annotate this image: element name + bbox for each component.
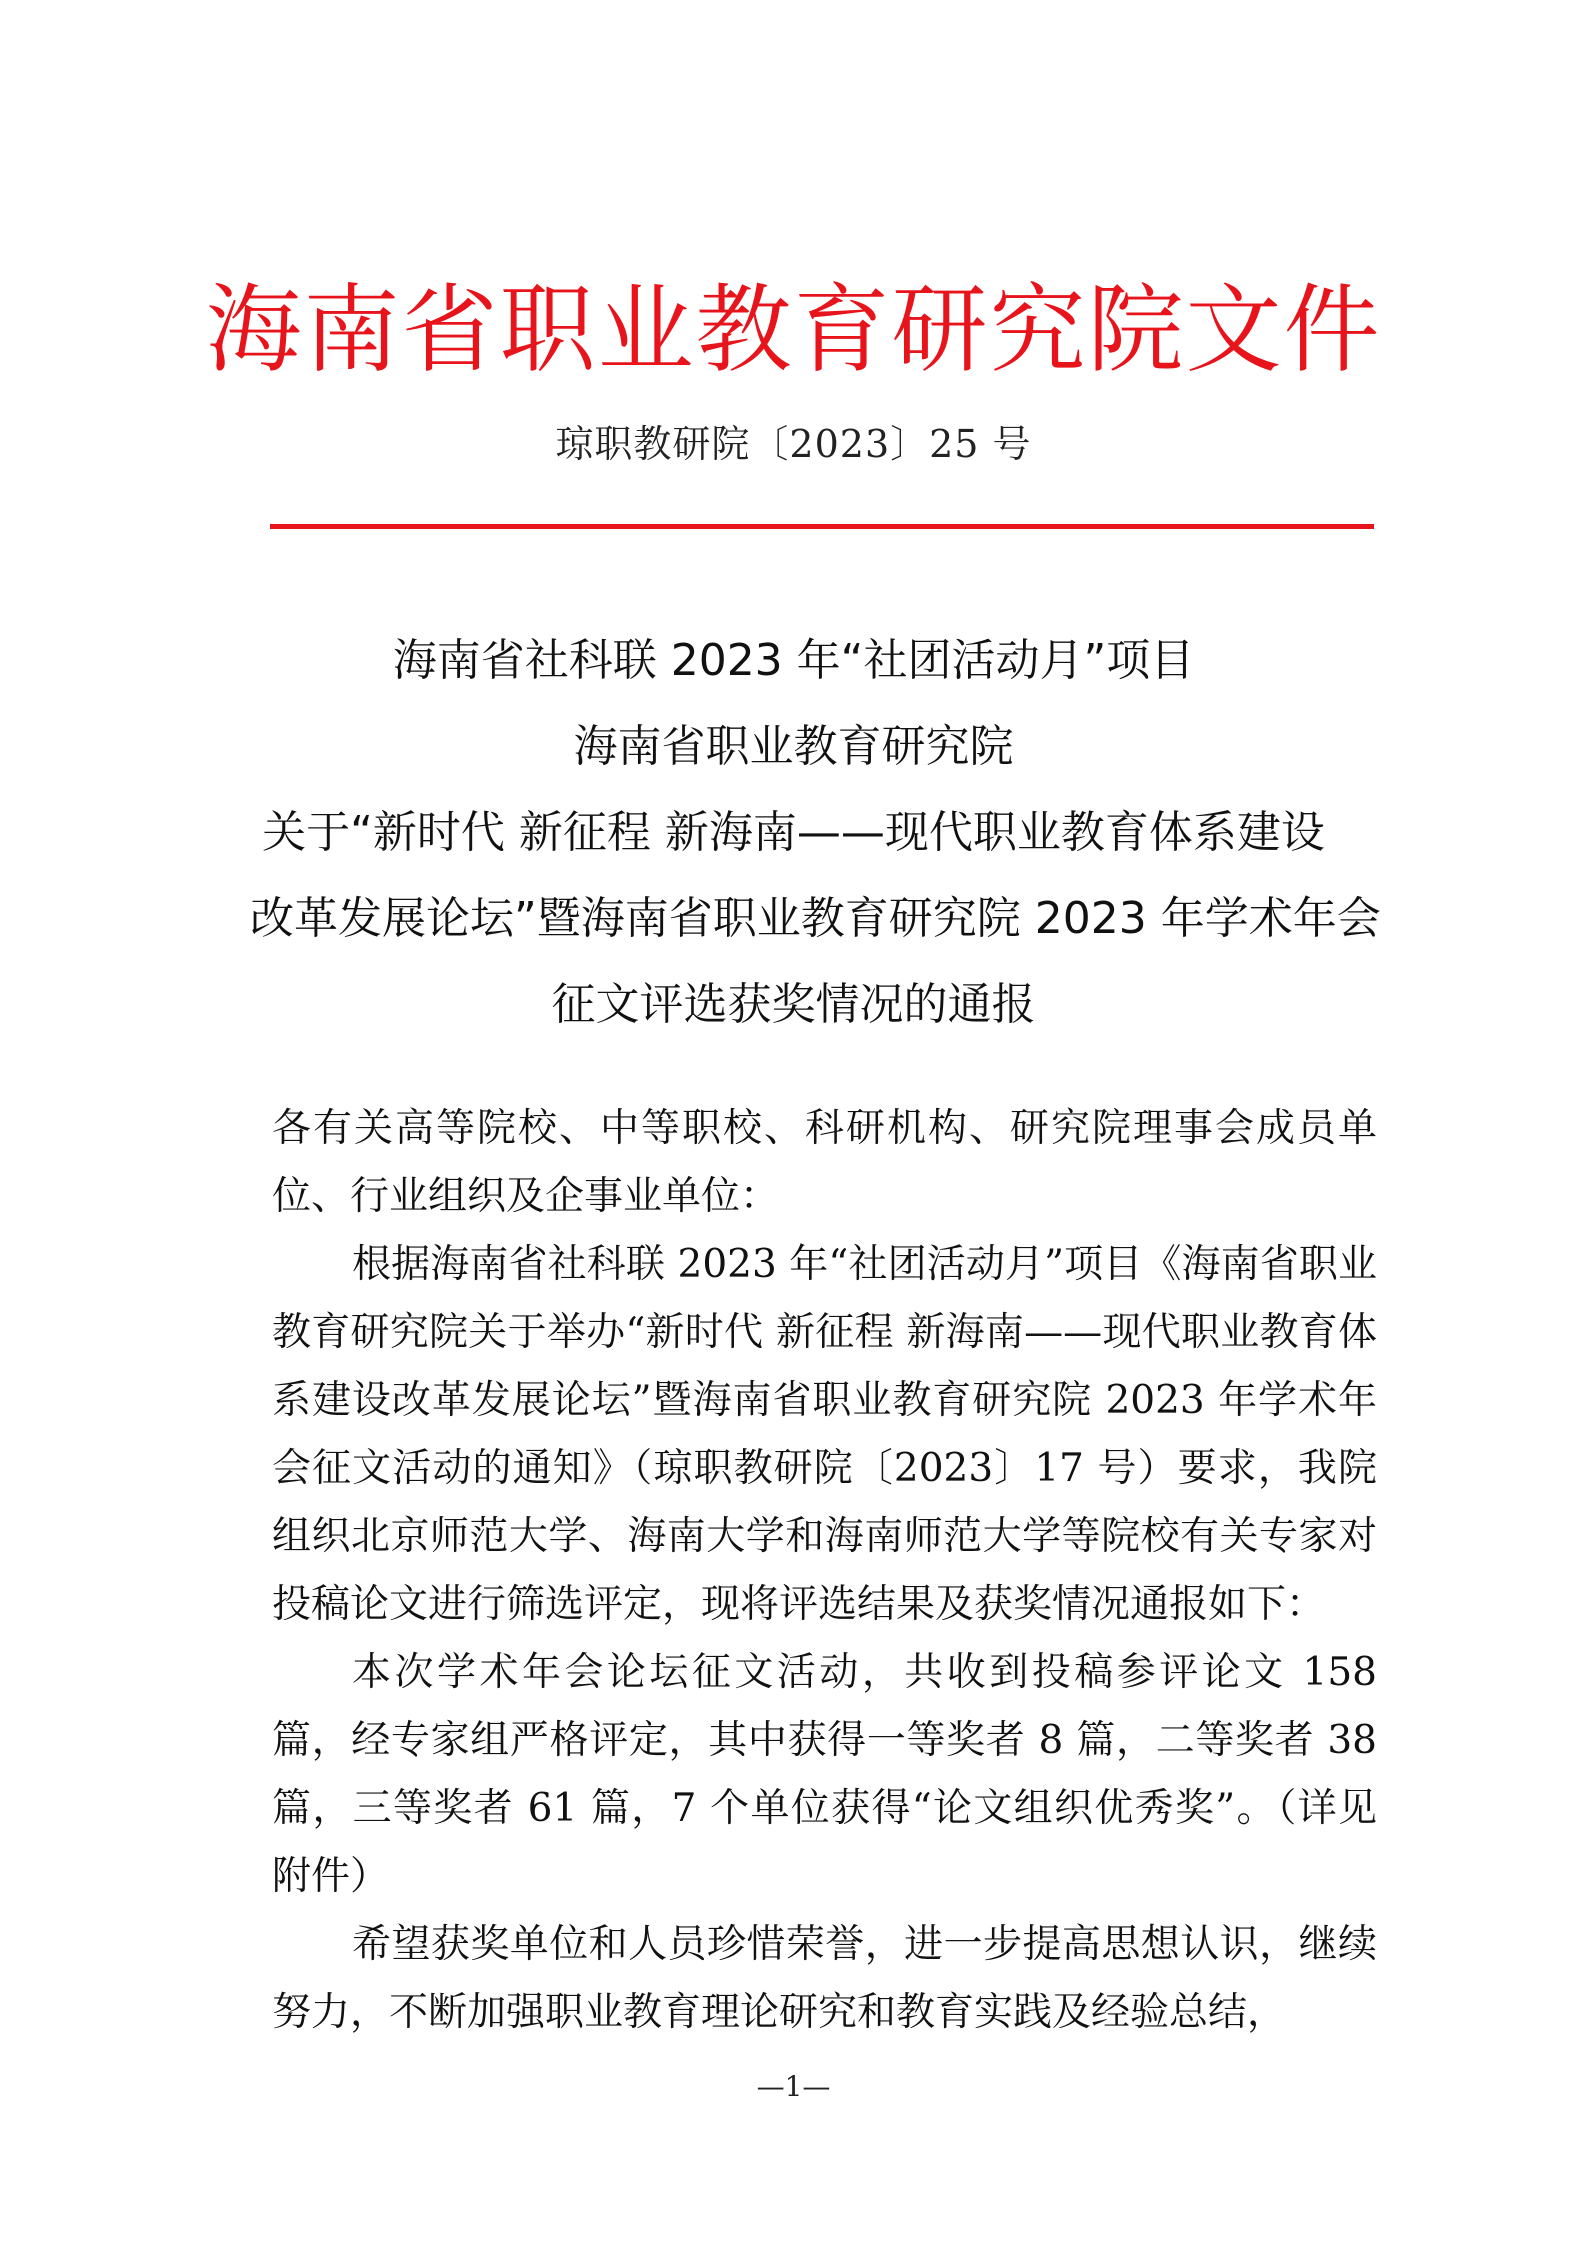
notice-headline — [250, 618, 1381, 1048]
headline-line: 海南省社科联 2023 年“社团活动月”项目 — [392, 635, 1195, 686]
headline-line: 征文评选获奖情况的通报 — [551, 979, 1036, 1030]
headline-line: 关于“新时代 新征程 新海南——现代职业教育体系建设 — [262, 807, 1325, 858]
red-divider-rule — [270, 524, 1374, 529]
org-title: 海南省职业教育研究院文件 — [205, 274, 1382, 386]
page-number: —1— — [756, 2070, 831, 2103]
body-paragraph: 本次学术年会论坛征文活动，共收到投稿参评论文 158 篇，经专家组严格评定，其中获得一等奖者 8 篇，二等奖者 38 篇，三等奖者 61 篇，7 个单位获得“论文组织优秀奖”。（详见附件） — [272, 1650, 1377, 1899]
document-number: 琼职教研院〔2023〕25 号 — [555, 422, 1032, 466]
notice-body — [272, 1095, 1377, 2047]
body-paragraph: 根据海南省社科联 2023 年“社团活动月”项目《海南省职业教育研究院关于举办“新时代 新征程 新海南——现代职业教育体系建设改革发展论坛”暨海南省职业教育研究院 2023 年学术年会征文活动的通知》（琼职教研院〔2023〕17 号）要求，我院组织北京师范大学、海南大学和海南师范大学等院校有关专家对投稿论文进行筛选评定，现将评选结果及获奖情况通报如下： — [272, 1242, 1377, 1627]
body-paragraph: 希望获奖单位和人员珍惜荣誉，进一步提高思想认识，继续努力，不断加强职业教育理论研究和教育实践及经验总结， — [272, 1922, 1377, 2035]
headline-line: 改革发展论坛”暨海南省职业教育研究院 2023 年学术年会 — [250, 893, 1381, 944]
salutation: 各有关高等院校、中等职校、科研机构、研究院理事会成员单位、行业组织及企事业单位： — [272, 1106, 1377, 1219]
headline-line: 海南省职业教育研究院 — [573, 721, 1014, 772]
